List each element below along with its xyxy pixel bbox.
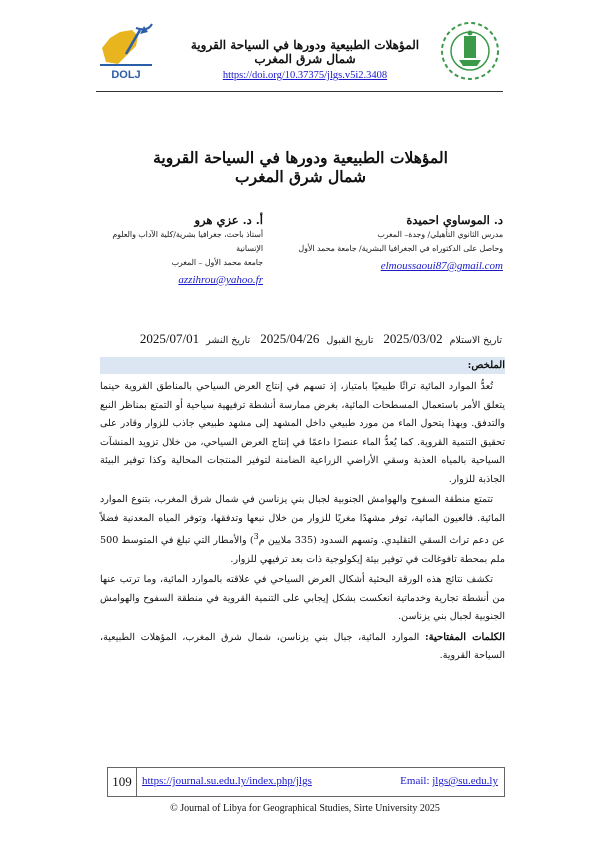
journal-logo-text: DOLJ xyxy=(111,69,141,81)
cubic-superscript: 3 xyxy=(253,532,259,541)
university-seal-icon xyxy=(437,18,503,84)
author-block-1 xyxy=(253,212,503,272)
author-name: د. الموساوي احميدة xyxy=(406,213,503,227)
journal-url-link[interactable]: https://journal.su.edu.ly/index.php/jlgs xyxy=(142,775,312,787)
page-number: 109 xyxy=(108,768,137,796)
university-seal xyxy=(437,18,503,84)
abstract-paragraph-1: تُعدُّ الموارد المائية تراثًا طبيعيًا بامتياز، إذ تسهم في إنتاج العرض السياحي بالمناطق القروية حينما يتعلق الأمر باستعمال المسطحات المائية، بغرض ممارسة أنشطة ترفيهية سياحية أو التمتع بمناظر النبع والتدفق. وبهذا يتحول الماء من مورد طبيعي داخل المشهد إلى مشهد طبيعي جاذب للزوار وقادر على تحقيق التنمية القروية. كما يُعدُّ الماء عنصرًا داعمًا في إنتاج العرض السياحي، من خلال تزويد المنشآت السياحية بالمياه العذبة وسقي الأراضي الزراعية الضامنة لتوفير المنتجات المحالية وكذا توفير البيئة الجاذبة للزوار. xyxy=(100,381,505,485)
journal-email xyxy=(400,775,498,787)
accepted-date: 2025/04/26 xyxy=(260,331,320,346)
doi-link[interactable]: https://doi.org/10.37375/jlgs.v5i2.3408 xyxy=(222,70,388,81)
journal-logo xyxy=(96,22,162,84)
paper-title-line2: شمال شرق المغرب xyxy=(235,167,366,186)
published-date: 2025/07/01 xyxy=(139,331,200,346)
abstract-paragraph-2 xyxy=(100,491,505,569)
journal-running-title xyxy=(180,38,430,66)
received-date: 2025/03/02 xyxy=(383,331,443,346)
journal-email-link[interactable]: jlgs@su.edu.ly xyxy=(432,775,498,787)
abstract-paragraph-2-end: ) والأمطار التي تبلغ في المتوسط 500 ملم بمحطة تافوغالت في توفير بيئة إيكولوجية ذات بعد ترفيهي للزوار. xyxy=(100,535,505,565)
author-email-link[interactable]: azzihrou@yahoo.fr xyxy=(178,274,263,286)
paper-title-line1: المؤهلات الطبيعية ودورها في السياحة القروية xyxy=(153,148,448,167)
published-label: تاريخ النشر xyxy=(206,335,251,346)
author-affiliation: مدرس الثانوي التأهيلي/ وجدة– المغرب xyxy=(377,230,503,239)
header-divider xyxy=(96,91,503,92)
keywords-list: الموارد المائية، جبال بني يزناسن، شمال شرق المغرب، المؤهلات الطبيعية، السياحة القروية. xyxy=(100,631,505,662)
copyright: © Journal of Libya for Geographical Studies, Sirte University 2025 xyxy=(170,803,440,814)
abstract-body xyxy=(100,378,505,668)
running-title-line2: شمال شرق المغرب xyxy=(254,52,356,66)
paper-title xyxy=(120,148,481,186)
footer-box xyxy=(107,767,505,797)
author-email-link[interactable]: elmoussaoui87@gmail.com xyxy=(380,260,503,272)
keywords-label: الكلمات المفتاحية: xyxy=(424,631,505,643)
author-block-2 xyxy=(93,212,263,286)
author-name: أ. د. عزي هرو xyxy=(194,213,263,227)
author-affiliation: جامعة محمد الأول – المغرب xyxy=(171,258,263,267)
email-label: Email: xyxy=(400,775,430,787)
abstract-paragraph-2-start: تتمتع منطقة السفوح والهوامش الجنوبية لجبال بني يزناسن في شمال شرق المغرب، بتنوع الموارد المائية. فالعيون المائية، توفر مشهدًا مغريًا للزوار من خلال نبعها وتدفقها، وتوفر المياه المعدنية فضلاً عن دعم تراث السقي التقليدي. وتسهم السدود (335 ملايين م xyxy=(100,494,505,547)
author-affiliation: وحاصل على الدكتوراه في الجغرافيا البشرية/ جامعة محمد الأول xyxy=(298,244,503,253)
received-label: تاريخ الاستلام xyxy=(449,335,502,346)
abstract-paragraph-3: تكشف نتائج هذه الورقة البحثية أشكال العرض السياحي في علاقته بالموارد المائية، وما ترتب عنها من أنشطة تجارية وخدماتية انعكست بشكل إيجابي على التنمية القروية في منطقة السفوح والهوامش الجنوبية لجبال بني يزناسن. xyxy=(100,574,505,623)
submission-dates xyxy=(85,331,505,349)
accepted-label: تاريخ القبول xyxy=(326,335,374,346)
keywords xyxy=(100,629,505,666)
author-affiliation: أستاذ باحث، جغرافيا بشرية/كلية الآداب والعلوم الإنسانية xyxy=(112,230,263,253)
journal-logo-icon xyxy=(96,22,162,84)
running-title-line1: المؤهلات الطبيعية ودورها في السياحة القروية xyxy=(190,38,420,52)
abstract-heading: الملخص: xyxy=(100,357,505,374)
